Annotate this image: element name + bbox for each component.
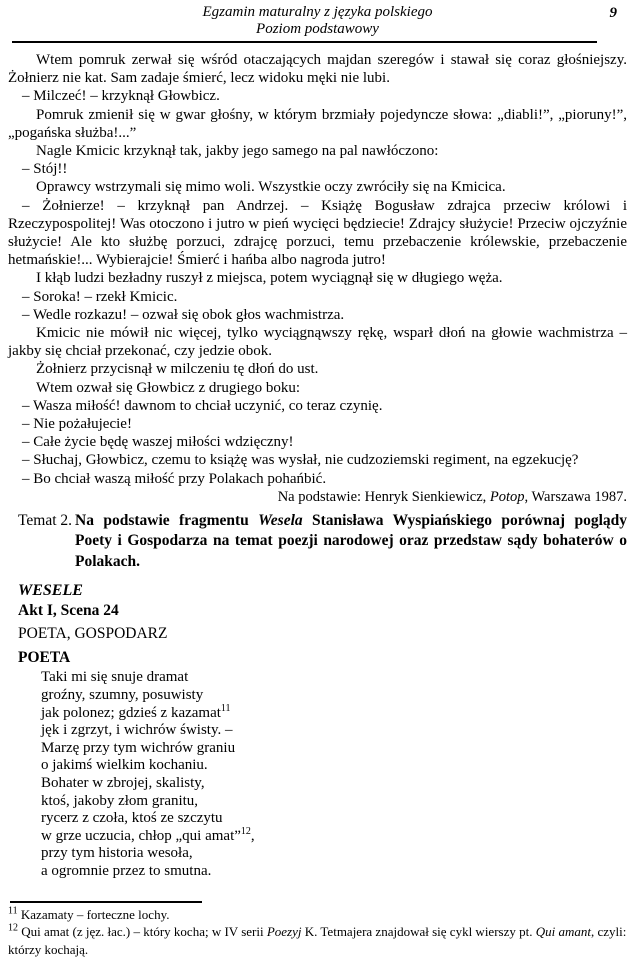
verse-excerpt <box>41 669 627 880</box>
drama-title: WESELE <box>18 582 83 600</box>
verse-line: przy tym historia wesoła, <box>41 845 193 862</box>
excerpt-paragraph: Nagle Kmicic krzyknął tak, jakby jego samego na pal nawłóczono: <box>36 143 439 160</box>
source-attribution <box>8 489 627 506</box>
excerpt-paragraph: Oprawcy wstrzymali się mimo woli. Wszystkie oczy zwróciły się na Kmicica. <box>36 179 506 196</box>
source-work-title: Potop <box>489 488 525 505</box>
source-prefix: Na podstawie: Henryk Sienkiewicz, <box>277 488 490 505</box>
excerpt-paragraph: – Całe życie będę waszej miłości wdzięczny! <box>22 434 294 451</box>
footnote-text: Kazamaty – forteczne lochy. <box>20 906 170 922</box>
excerpt-paragraph: – Stój!! <box>22 161 68 178</box>
verse-line: Bohater w zbrojej, skalisty, <box>41 774 205 791</box>
footnote-rule <box>10 901 202 903</box>
footnote <box>8 906 627 924</box>
excerpt-paragraph: Wtem ozwał się Głowbicz z drugiego boku: <box>36 379 301 396</box>
excerpt-paragraph: – Nie pożałujecie! <box>22 416 132 433</box>
footnotes-list <box>8 906 627 959</box>
running-head <box>8 4 627 38</box>
footnote-marker: 11 <box>8 905 18 917</box>
verse-line: a ogromnie przez to smutna. <box>41 862 212 879</box>
excerpt-paragraph: Kmicic nie mówił nic więcej, tylko wyciągnąwszy rękę, wsparł dłoń na głowie wachmistrza – jakby się chciał przekonać, czy jedzie obok. <box>8 325 627 360</box>
footnote-text: Qui amant <box>535 924 591 939</box>
task-label: Temat 2. <box>18 511 73 529</box>
footnote-text: Poezyj <box>266 924 302 939</box>
excerpt-paragraph: – Wasza miłość! dawnom to chciał uczynić, co teraz czynię. <box>22 397 383 414</box>
verse-line: ktoś, jakoby złom granitu, <box>41 792 199 809</box>
verse-line: rycerz z czoła, ktoś ze szczytu <box>41 810 223 827</box>
verse-line: w grze uczucia, chłop „qui amat”$^{12}$, <box>41 825 255 844</box>
excerpt-paragraph: – Bo chciał waszą miłość przy Polakach pohańbić. <box>22 470 327 487</box>
header-rule <box>12 41 597 43</box>
footnote-ref: 11 <box>220 702 231 714</box>
verse-line: o jakimś wielkim kochaniu. <box>41 757 208 774</box>
verse-line: jak polonez; gdzieś z kazamat$^{11}$ <box>41 702 231 721</box>
act-scene-heading: Akt I, Scena 24 <box>18 602 119 620</box>
footnote <box>8 923 627 958</box>
excerpt-paragraph: Żołnierz przycisnął w milczeniu tę dłoń do ust. <box>36 361 319 378</box>
task-topic-2 <box>8 511 627 573</box>
excerpt-paragraph: – Żołnierze! – krzyknął pan Andrzej. – Książę Bogusław zdrajca przeciw królowi i Rzeczypospolitej! Was otoczono i jutro w pień wycięci będziecie! Zdrajcy służycie! Przeciw ojczyźnie służycie! Ale kto służbę porzuci, zdrajcę porzuci, temu przebaczenie królewskie, przebaczenie hetmańskie!... Wybierajcie! Śmierć i hańba albo nagroda jutro! <box>8 197 627 269</box>
excerpt-paragraph: – Słuchaj, Głowbicz, czemu to książę was wysłał, nie cudzoziemski regiment, na egzekucję? <box>22 452 579 469</box>
verse-line: Taki mi się snuje dramat <box>41 669 189 686</box>
source-suffix: , Warszawa 1987. <box>524 488 627 505</box>
excerpt-paragraph: – Soroka! – rzekł Kmicic. <box>22 288 178 305</box>
excerpt-paragraph: Wtem pomruk zerwał się wśród otaczających majdan szeregów i stawał się coraz głośniejszy. Żołnierz nie kat. Sam zadaje śmierć, lecz widoku męki nie lubi. <box>8 52 627 87</box>
footnote-text: K. Tetmajera znajdował się cykl wierszy pt. <box>301 924 536 939</box>
task-text: Na podstawie fragmentu Wesela Stanisława Wyspiańskiego porównaj poglądy Poety i Gospodarza na temat poezji narodowej oraz przedstaw sądy bohaterów o Polakach. <box>75 511 628 570</box>
page-header <box>8 4 627 43</box>
footnote-text: , czyli: którzy kochają. <box>8 924 627 957</box>
task-work-title: Wesela <box>258 511 303 529</box>
verse-line: Marzę przy tym wichrów graniu <box>41 739 236 756</box>
exam-title: Egzamin maturalny z języka polskiego <box>202 4 433 20</box>
speaker-name: POETA <box>18 649 71 667</box>
exam-level: Poziom podstawowy <box>256 21 379 37</box>
prose-excerpt <box>8 51 627 488</box>
page-number: 9 <box>609 5 617 21</box>
verse-line: groźny, szumny, posuwisty <box>41 686 204 703</box>
footnote-marker: 12 <box>8 922 18 934</box>
footnote-ref: 12 <box>240 825 251 837</box>
excerpt-paragraph: – Wedle rozkazu! – ozwał się obok głos wachmistrza. <box>22 306 345 323</box>
excerpt-paragraph: – Milczeć! – krzyknął Głowbicz. <box>22 88 220 105</box>
footnotes-section <box>8 901 627 959</box>
excerpt-paragraph: Pomruk zmienił się w gwar głośny, w którym brzmiały pojedyncze słowa: „diabli!”, „pioruny!”, „pogańska służba!...” <box>8 106 627 141</box>
footnote-text: Qui amat (z jęz. łac.) – który kocha; w IV serii <box>21 924 267 939</box>
characters-line: POETA, GOSPODARZ <box>18 625 168 643</box>
verse-line: jęk i zgrzyt, i wichrów świsty. – <box>41 722 233 739</box>
excerpt-paragraph: I kłąb ludzi bezładny ruszył z miejsca, potem wyciągnął się w długiego węża. <box>36 270 503 287</box>
